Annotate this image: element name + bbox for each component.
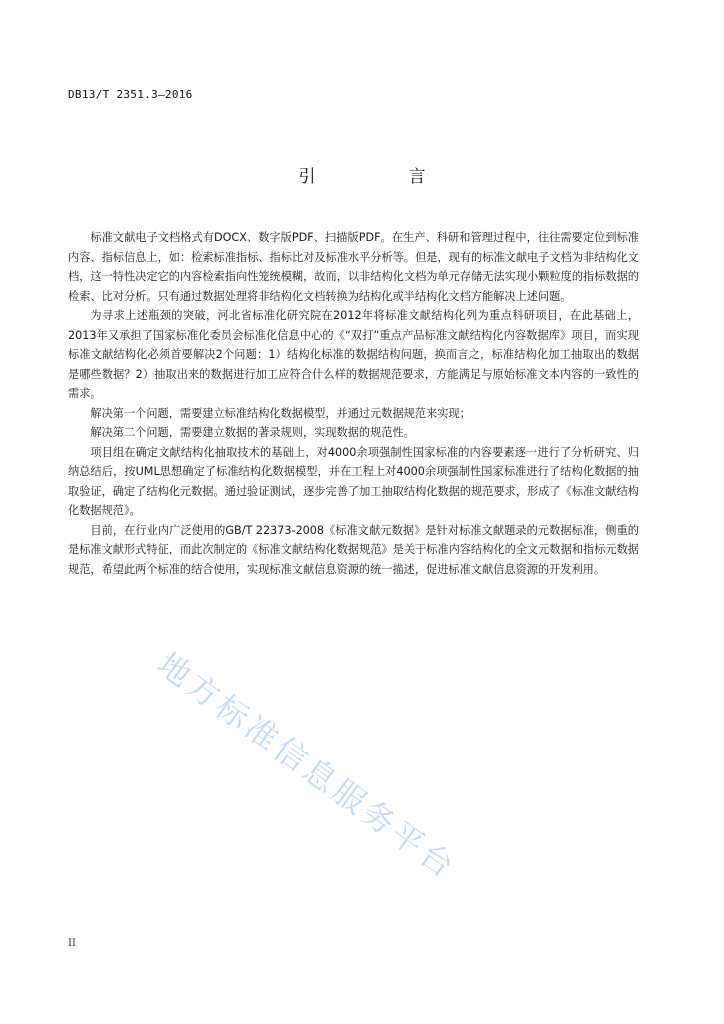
paragraph: 解决第一个问题，需要建立标准结构化数据模型，并通过元数据规范来实现； [90,406,471,420]
paragraph: 标准文献电子文档格式有DOCX、数字版PDF、扫描版PDF。在生产、科研和管理过程中，往往需要定位到标准内容、指标信息上，如：检索标准指标、指标比对及标准水平分析等。但是，现有的标准文献电子文档为非结构化文档，这一特性决定它的内容检索指向性笼统模糊，故而，以非结构化文档为单元存储无法实现小颗粒度的指标数据的检索、比对分析。只有通过数据处理将非结构化文档转换为结构化或半结构化文档方能解决上述问题。 [68,231,639,303]
body-text [68,228,639,579]
watermark: 地方标准信息服务平台 [150,644,464,888]
paragraph: 为寻求上述瓶颈的突破，河北省标准化研究院在2012年将标准文献结构化列为重点科研项目，在此基础上，2013年又承担了国家标准化委员会标准化信息中心的《“双打”重点产品标准文献结构化内容数据库》项目，而实现标准文献结构化必须首要解决2个问题：1）结构化标准的数据结构问题，换而言之，标准结构化加工抽取出的数据是哪些数据？2）抽取出来的数据进行加工应符合什么样的数据规范要求，方能满足与原始标准文本内容的一致性的需求。 [68,309,639,400]
paragraph: 目前，在行业内广泛使用的GB/T 22373-2008《标准文献元数据》是针对标准文献题录的元数据标准，侧重的是标准文献形式特征，而此次制定的《标准文献结构化数据规范》是关于标准内容结构化的全文元数据和指标元数据规范，希望此两个标准的结合使用，实现标准文献信息资源的统一描述，促进标准文献信息资源的开发利用。 [68,523,639,576]
standard-code: DB13/T 2351.3—2016 [68,88,193,101]
page-number: II [68,938,76,949]
paragraph: 项目组在确定文献结构化抽取技术的基础上，对4000余项强制性国家标准的内容要素逐一进行了分析研究、归纳总结后，按UML思想确定了标准结构化数据模型，并在工程上对4000余项强制性国家标准进行了结构化数据的抽取验证，确定了结构化元数据。通过验证测试，逐步完善了加工抽取结构化数据的规范要求，形成了《标准文献结构化数据规范》。 [68,445,639,517]
paragraph: 解决第二个问题，需要建立数据的著录规则，实现数据的规范性。 [90,426,415,439]
page-title: 引 言 [298,167,464,187]
